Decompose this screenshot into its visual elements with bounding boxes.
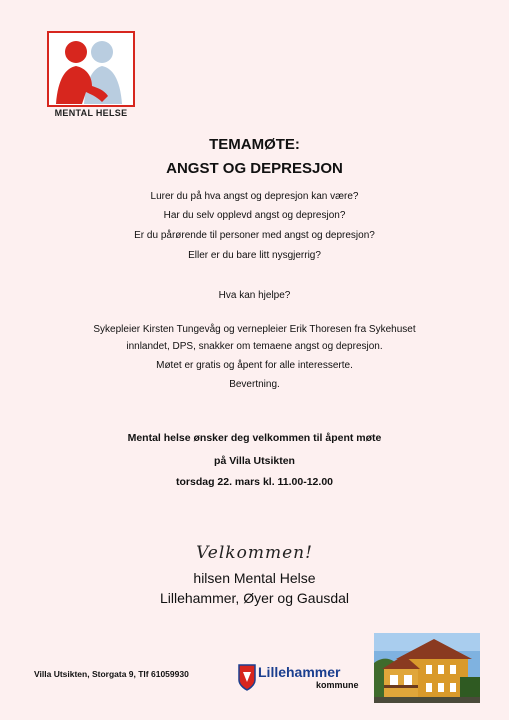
title-line-2: ANGST OG DEPRESJON <box>166 160 343 177</box>
logo-text: MENTAL HELSE <box>54 108 128 118</box>
kommune-sub: kommune <box>316 680 359 690</box>
description-line: Sykepleier Kirsten Tungevåg og vernepleier Erik Thoresen fra Sykehuset <box>93 324 416 335</box>
intro-line: Eller er du bare litt nysgjerrig? <box>188 250 321 261</box>
invite-line: torsdag 22. mars kl. 11.00-12.00 <box>175 476 333 488</box>
intro-line: Har du selv opplevd angst og depresjon? <box>163 210 346 221</box>
description-line: Møtet er gratis og åpent for alle interesserte. <box>156 360 353 371</box>
greeting-line: hilsen Mental Helse <box>193 570 316 586</box>
welcome-text: Velkommen! <box>196 543 313 563</box>
kommune-name: Lillehammer <box>258 664 341 680</box>
footer-address: Villa Utsikten, Storgata 9, Tlf 61059930 <box>34 669 189 679</box>
invite-line: på Villa Utsikten <box>214 455 295 467</box>
title-line-1: TEMAMØTE: <box>209 136 300 153</box>
description-line: Bevertning. <box>229 379 280 390</box>
intro-line: Er du pårørende til personer med angst og depresjon? <box>134 230 375 241</box>
greeting-line: Lillehammer, Øyer og Gausdal <box>159 590 350 606</box>
description-line: innlandet, DPS, snakker om temaene angst og depresjon. <box>126 341 383 352</box>
invite-line: Mental helse ønsker deg velkommen til åpent møte <box>127 432 382 444</box>
intro-line: Lurer du på hva angst og depresjon kan være? <box>150 191 359 202</box>
question-line: Hva kan hjelpe? <box>218 290 291 301</box>
villa-utsikten-photo <box>374 633 480 703</box>
